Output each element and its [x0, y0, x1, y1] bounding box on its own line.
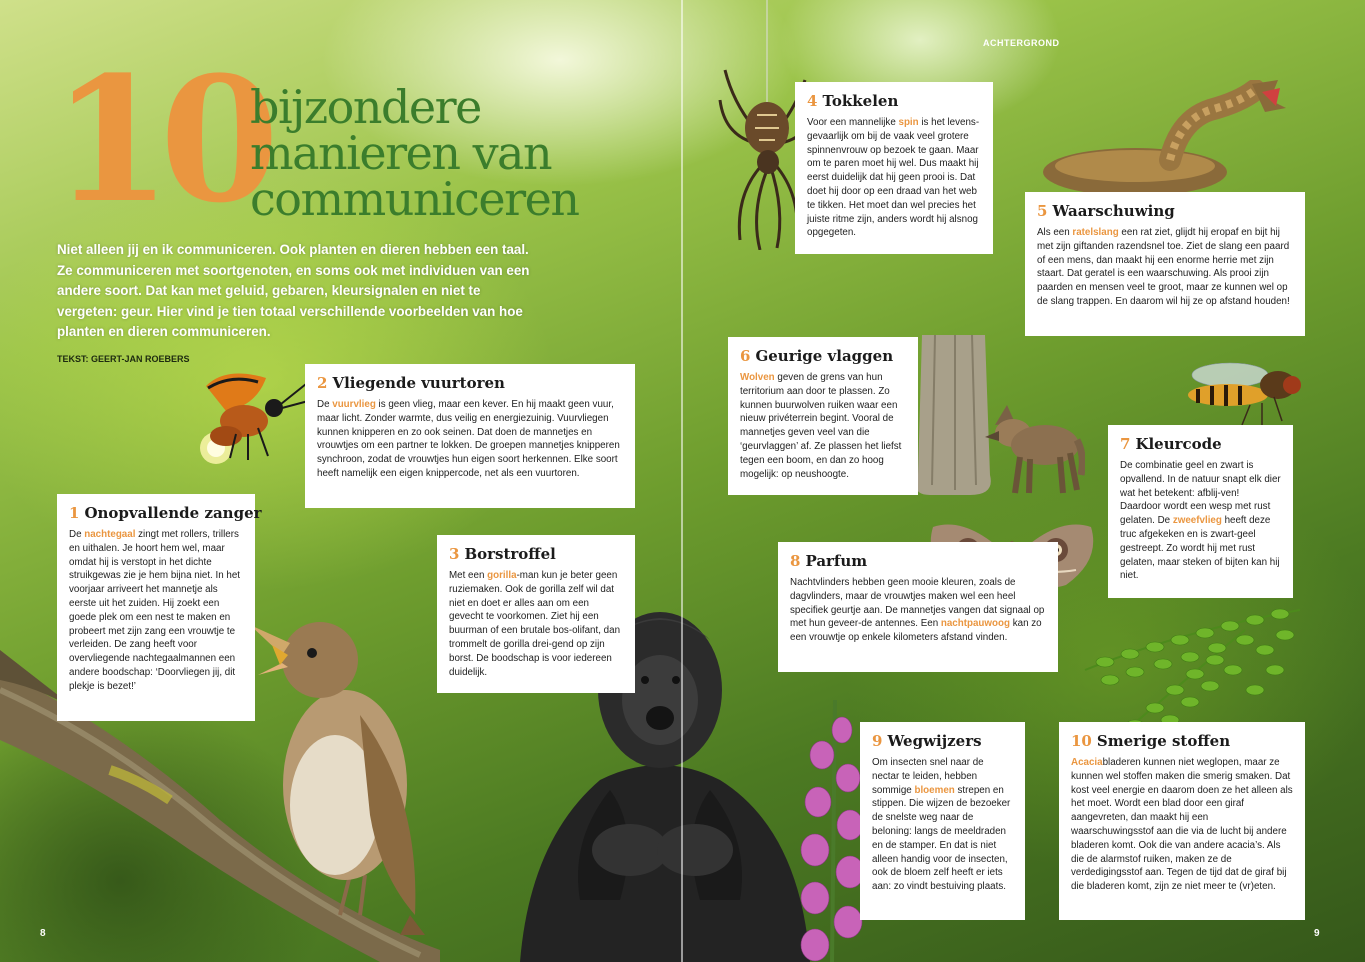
box-heading: [69, 504, 262, 522]
highlight-term: nachtpauwoog: [940, 618, 1010, 630]
highlight-term: Acacia: [1071, 757, 1103, 768]
foxglove-illustration: [790, 700, 870, 962]
title-line-1: bijzondere: [250, 80, 481, 134]
box-number: 6: [740, 347, 751, 365]
box-title: Onopvallende zanger: [84, 504, 262, 522]
box-number: 3: [449, 545, 460, 563]
highlight-term: Wolven: [740, 372, 775, 383]
box-2-vliegende-vuurtoren: [305, 364, 635, 508]
section-label: ACHTERGROND: [983, 38, 1060, 48]
box-heading: [1071, 732, 1293, 750]
author-credit: TEKST: GEERT-JAN ROEBERS: [57, 354, 190, 364]
box-heading: [1037, 202, 1293, 220]
box-number: 4: [807, 92, 818, 110]
box-heading: [1120, 435, 1281, 453]
box-title: Smerige stoffen: [1096, 732, 1231, 750]
box-number: 9: [872, 732, 883, 750]
box-body: [317, 398, 623, 481]
box-body: [1071, 756, 1293, 894]
box-title: Tokkelen: [822, 92, 899, 110]
box-title: Kleurcode: [1135, 435, 1222, 453]
page-title: [250, 80, 579, 226]
box-body: [872, 756, 1013, 894]
body-text: geven de grens van hun territorium aan door te plassen. Zo kunnen buurwolven ruiken waar een nieuw privéterrein begint. Vooral de mannetjes geven veel van die ‘geurvlaggen’ af. Ze plassen het liefst tegen een boom, en dan zo hoog mogelijk: op neushoogte.: [740, 372, 902, 480]
box-9-wegwijzers: [860, 722, 1025, 920]
title-number: 10: [52, 38, 268, 241]
body-text: is geen vlieg, maar een kever. En hij maakt geen vuur, maar licht. Zonder warmte, dus veilig en energiezuinig. Vuurvliegen kunnen knipperen en zo ook seinen. Dat doen de mannetjes en vrouwtjes om een partner te lokken. De groepen mannetjes knipperen synchroon, zodat de vrouwtjes hun eigen soort herkennen. Elke soort heeft namelijk een eigen knippercode, net als een vuurtoren.: [317, 399, 620, 479]
body-text: De: [317, 399, 333, 410]
box-number: 2: [317, 374, 328, 392]
firefly-illustration: [186, 366, 316, 466]
body-text: is het levens-gevaarlijk om bij de vaak veel grotere spinnenvrouw op bezoek te gaan. Maar om te paren moet hij wel. Dus maakt hij eerst duidelijk dat hij geen prooi is. Dat doet hij door op een draad van het web te tikken. Het moet dan wel precies het juiste ritme zijn, anders wordt hij alsnog opgegeten.: [807, 117, 980, 239]
box-8-parfum: [778, 542, 1058, 672]
body-text: -man kun je beter geen ruziemaken. Ook de gorilla zelf wil dat niet en doet er alles aan om een gevecht te voorkomen. Ziet hij een buurman of een brutale bos-olifant, dan trommelt de gorilla drei-gend op zijn borst. De boodschap is voor iedereen duidelijk.: [449, 570, 621, 678]
box-7-kleurcode: [1108, 425, 1293, 598]
body-text: een rat ziet, glijdt hij eropaf en bijt hij met zijn giftanden razendsnel toe. Ziet de slang een paard of een mens, dan maakt hij een enorme herrie met zijn staart. Dat geratel is een waarschuwing. Als prooi zijn paarden en mensen veel te groot, maar ze kunnen wel op de slang trappen. En daarom wil hij ze op afstand houden!: [1037, 227, 1290, 307]
box-6-geurige-vlaggen: [728, 337, 918, 495]
box-number: 5: [1037, 202, 1048, 220]
highlight-term: ratelslang: [1072, 227, 1119, 238]
box-10-smerige-stoffen: [1059, 722, 1305, 920]
highlight-term: zweefvlieg: [1172, 515, 1222, 527]
box-title: Geurige vlaggen: [755, 347, 894, 365]
box-heading: [790, 552, 1046, 570]
box-heading: [449, 545, 623, 563]
body-text: kan zo een vrouwtje op enkele kilometers afstand vinden.: [790, 618, 1042, 644]
body-text: Met een: [449, 570, 488, 581]
box-heading: [807, 92, 981, 110]
body-text: De: [69, 529, 85, 540]
body-text: bladeren kunnen niet weglopen, maar ze kunnen wel stoffen maken die smerig smaken. Dat kost veel energie en daarom doen ze het alleen als het moet. Wordt een blad door een giraf aangevreten, dan maakt hij een waarschuwingsstof aan die via de lucht bij andere bladeren komt. Ook die van andere acacia’s. Als die de alarmstof ruiken, maken ze de verdedigingsstof aan. Tegen de tijd dat de giraf bij die bladeren komt, zijn ze niet meer te (vr)eten.: [1071, 757, 1293, 893]
page-number-right: 9: [1314, 928, 1320, 939]
box-body: [449, 569, 623, 679]
box-1-onopvallende-zanger: [57, 494, 262, 721]
page-number-left: 8: [40, 928, 46, 939]
box-body: [740, 371, 906, 481]
box-body: [1120, 459, 1281, 583]
box-body: [790, 576, 1046, 645]
body-text: Om insecten snel naar de nectar te leiden, hebben sommige: [872, 757, 984, 796]
intro-text: Niet alleen jij en ik communiceren. Ook planten en dieren hebben een taal. Ze communiceren met soortgenoten, en soms ook met individuen van een andere soort. Dat kan met geluid, gebaren, kleursignalen en niet te vergeten: geur. Hier vind je tien totaal verschillende voorbeelden van hoe planten en dieren communiceren.: [57, 242, 530, 339]
body-text: Voor een mannelijke: [807, 117, 899, 128]
rattlesnake-illustration: [1040, 80, 1290, 198]
page-fold: [681, 0, 683, 962]
highlight-term: nachtegaal: [84, 529, 136, 540]
highlight-term: vuurvlieg: [332, 399, 376, 410]
highlight-term: spin: [898, 117, 919, 128]
title-line-2: manieren van: [250, 126, 552, 180]
wolf-illustration: [985, 395, 1085, 495]
box-heading: [317, 374, 623, 392]
body-text: De combinatie geel en zwart is opvallend. In de natuur snapt elk dier wat het betekent: afblij-ven! Daardoor wordt een wesp met rust gelaten. De: [1120, 460, 1281, 527]
box-5-waarschuwing: [1025, 192, 1305, 336]
box-3-borstroffel: [437, 535, 635, 693]
box-heading: [872, 732, 1013, 750]
title-line-3: communiceren: [250, 172, 579, 226]
box-heading: [740, 347, 906, 365]
nightingale-illustration: [250, 615, 440, 935]
box-number: 8: [790, 552, 801, 570]
hoverfly-illustration: [1170, 355, 1310, 430]
body-text: heeft deze truc afgekeken en is zwart-geel gestreept. Zo wordt hij met rust gelaten, maar steken of bijten kan hij niet.: [1120, 515, 1280, 582]
box-body: [69, 528, 243, 694]
highlight-term: bloemen: [914, 784, 955, 796]
box-body: [807, 116, 981, 240]
highlight-term: gorilla: [487, 570, 517, 581]
box-body: [1037, 226, 1293, 309]
box-title: Vliegende vuurtoren: [332, 374, 505, 392]
box-title: Borstroffel: [464, 545, 556, 563]
tree-trunk-illustration: [910, 335, 995, 495]
box-title: Waarschuwing: [1052, 202, 1175, 220]
body-text: zingt met rollers, trillers en uithalen. Je hoort hem wel, maar omdat hij is verstopt in het dichte struikgewas zie je hem bijna niet. In het voorjaar arriveert het mannetje als eerste uit het zuiden. Hij zoekt een goede plek om een nest te maken en probeert met zijn zang een vrouwtje te verleiden. De zang heeft voor overvliegende nachtegaalmannen een andere boodschap: ‘Doorvliegen jij, dit plekje is bezet!’: [69, 529, 240, 692]
box-title: Parfum: [805, 552, 868, 570]
body-text: Nachtvlinders hebben geen mooie kleuren, zoals de dagvlinders, maar de vrouwtjes maken wel een heel specifiek geurtje aan. De mannetjes vangen dat signaal op met hun geveer-de antennes. Een: [790, 577, 1045, 630]
box-title: Wegwijzers: [887, 732, 982, 750]
body-text: strepen en stippen. Die wijzen de bezoeker de snelste weg naar de beloning: langs de meeldraden en de stamper. En dat is niet alleen handig voor de insecten, ook de bloem zelf heeft er iets aan: zo vindt bestuiving plaats.: [872, 784, 1011, 893]
box-4-tokkelen: [795, 82, 993, 254]
body-text: Als een: [1037, 227, 1073, 238]
box-number: 7: [1120, 435, 1131, 453]
box-number: 1: [69, 504, 80, 522]
box-number: 10: [1071, 732, 1092, 750]
